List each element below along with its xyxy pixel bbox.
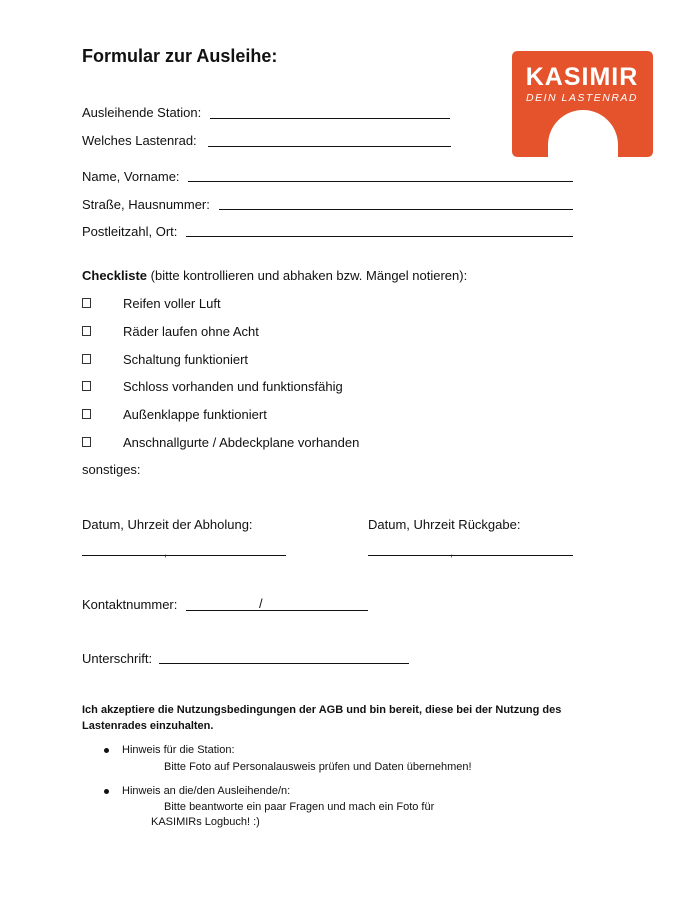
checklist-item-4: Außenklappe funktioniert	[123, 407, 267, 422]
contact-separator: /	[259, 596, 263, 611]
checklist-heading-rest: (bitte kontrollieren und abhaken bzw. Mängel notieren):	[150, 268, 468, 283]
checkbox-4[interactable]	[82, 409, 91, 419]
terms-line-1: Ich akzeptiere die Nutzungsbedingungen der AGB und bin bereit, diese bei der Nutzung des	[82, 704, 562, 716]
checklist-item-0: Reifen voller Luft	[123, 296, 221, 311]
bullet-1	[104, 789, 109, 794]
note-0-title: Hinweis für die Station:	[122, 744, 235, 756]
pickup-field[interactable]	[82, 555, 286, 556]
page-title: Formular zur Ausleihe:	[82, 46, 278, 66]
contact-label: Kontaktnummer:	[82, 597, 178, 612]
signature-label: Unterschrift:	[82, 651, 153, 666]
street-label: Straße, Hausnummer:	[82, 197, 210, 212]
note-1-line-1: KASIMIRs Logbuch! :)	[151, 816, 260, 828]
checklist-item-5: Anschnallgurte / Abdeckplane vorhanden	[123, 435, 360, 450]
note-0-line-0: Bitte Foto auf Personalausweis prüfen und Daten übernehmen!	[164, 761, 472, 773]
return-label: Datum, Uhrzeit Rückgabe:	[368, 517, 521, 532]
checkbox-3[interactable]	[82, 381, 91, 391]
logo-tagline: DEIN LASTENRAD	[525, 92, 639, 104]
street-field[interactable]	[219, 209, 573, 210]
note-1-title: Hinweis an die/den Ausleihende/n:	[122, 785, 291, 797]
checklist-item-3: Schloss vorhanden und funktionsfähig	[123, 379, 343, 394]
terms-line-2: Lastenrades einzuhalten.	[82, 720, 214, 732]
checkbox-0[interactable]	[82, 298, 91, 308]
note-1-line-0: Bitte beantworte ein paar Fragen und mach ein Foto für	[164, 801, 435, 813]
contact-field[interactable]	[186, 610, 368, 611]
station-label: Ausleihende Station:	[82, 105, 202, 120]
name-label: Name, Vorname:	[82, 169, 180, 184]
bullet-0	[104, 748, 109, 753]
bike-field[interactable]	[208, 146, 451, 147]
city-field[interactable]	[186, 236, 573, 237]
checkbox-1[interactable]	[82, 326, 91, 336]
checkbox-5[interactable]	[82, 437, 91, 447]
return-separator: ,	[450, 547, 454, 559]
kasimir-logo	[512, 51, 653, 157]
checklist-heading	[82, 268, 467, 283]
pickup-label: Datum, Uhrzeit der Abholung:	[82, 517, 253, 532]
station-field[interactable]	[210, 118, 450, 119]
return-field[interactable]	[368, 555, 573, 556]
logo-name: KASIMIR	[525, 63, 639, 91]
signature-field[interactable]	[159, 663, 409, 664]
pickup-separator: ,	[164, 547, 168, 559]
checklist-item-1: Räder laufen ohne Acht	[123, 324, 259, 339]
checklist-heading-bold: Checkliste	[82, 268, 148, 283]
city-label: Postleitzahl, Ort:	[82, 224, 178, 239]
checkbox-2[interactable]	[82, 354, 91, 364]
bike-label: Welches Lastenrad:	[82, 133, 197, 148]
other-label: sonstiges:	[82, 462, 141, 477]
name-field[interactable]	[188, 181, 573, 182]
checklist-item-2: Schaltung funktioniert	[123, 352, 249, 367]
